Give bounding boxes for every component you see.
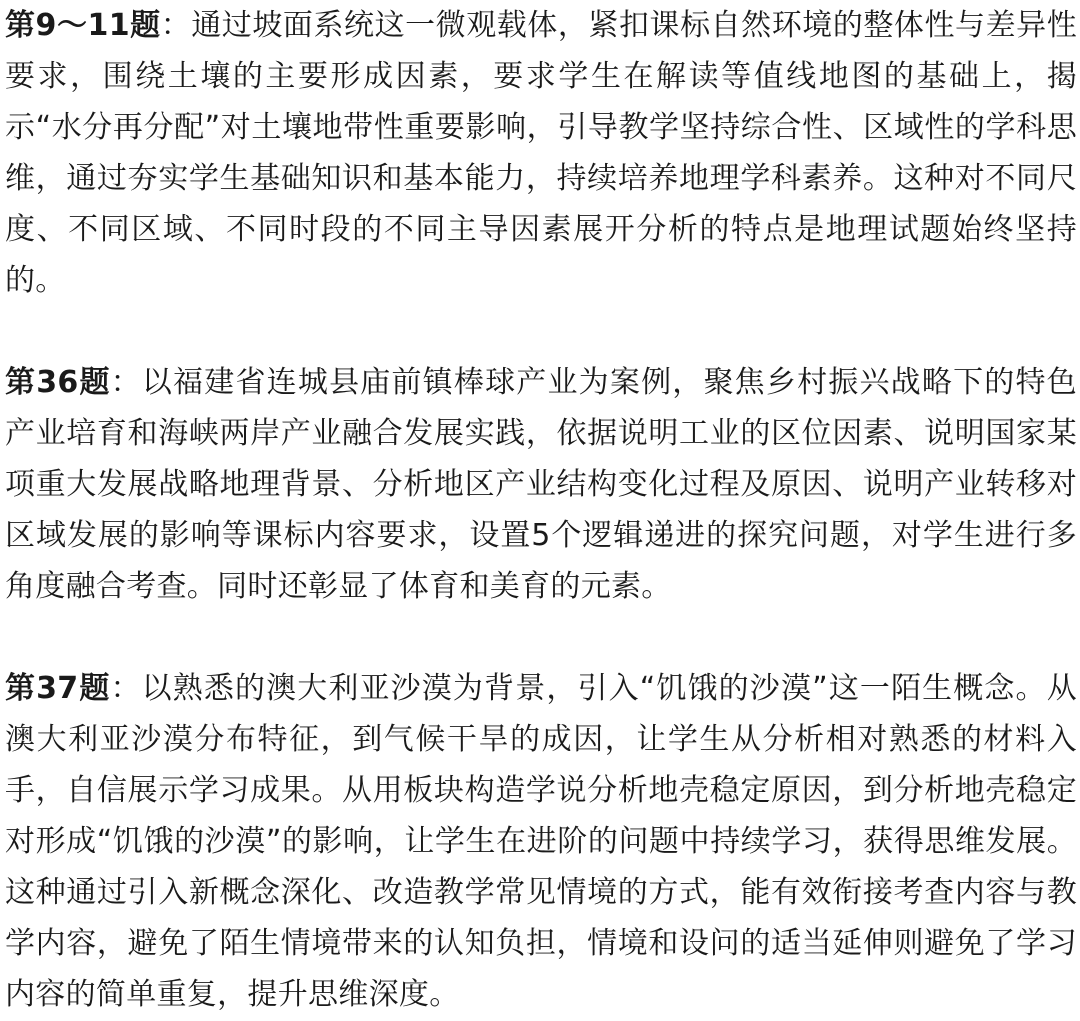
paragraph-text: ：以福建省连城县庙前镇棒球产业为案例，聚焦乡村振兴战略下的特色产业培育和海峡两岸产业融合发展实践，依据说明工业的区位因素、说明国家某项重大发展战略地理背景、分析地区产业结构变化过程及原因、说明产业转移对区域发展的影响等课标内容要求，设置5个逻辑递进的探究问题，对学生进行多角度融合考查。同时还彰显了体育和美育的元素。 [5, 365, 1077, 604]
document-body [5, 0, 1077, 1020]
paragraph-heading: 第37题 [5, 671, 111, 706]
paragraph-q37 [5, 663, 1077, 1020]
paragraph-heading: 第36题 [5, 365, 111, 400]
paragraph-text: ：以熟悉的澳大利亚沙漠为背景，引入“饥饿的沙漠”这一陌生概念。从澳大利亚沙漠分布特征，到气候干旱的成因，让学生从分析相对熟悉的材料入手，自信展示学习成果。从用板块构造学说分析地壳稳定原因，到分析地壳稳定对形成“饥饿的沙漠”的影响，让学生在进阶的问题中持续学习，获得思维发展。这种通过引入新概念深化、改造教学常见情境的方式，能有效衔接考查内容与教学内容，避免了陌生情境带来的认知负担，情境和设问的适当延伸则避免了学习内容的简单重复，提升思维深度。 [5, 671, 1077, 1012]
paragraph-q36 [5, 357, 1077, 612]
paragraph-text: ：通过坡面系统这一微观载体，紧扣课标自然环境的整体性与差异性要求，围绕土壤的主要形成因素，要求学生在解读等值线地图的基础上，揭示“水分再分配”对土壤地带性重要影响，引导教学坚持综合性、区域性的学科思维，通过夯实学生基础知识和基本能力，持续培养地理学科素养。这种对不同尺度、不同区域、不同时段的不同主导因素展开分析的特点是地理试题始终坚持的。 [5, 8, 1077, 298]
paragraph-heading: 第9～11题 [5, 8, 161, 43]
paragraph-q9-11 [5, 0, 1077, 306]
